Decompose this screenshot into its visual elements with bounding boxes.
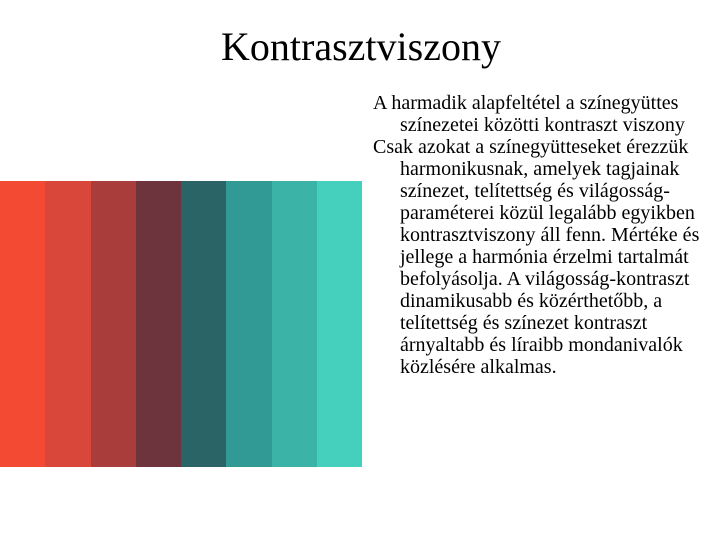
paragraph-2: Csak azokat a színegyütteseket érezzük harmonikusnak, amelyek tagjainak színezet, telítettség és világosság-paraméterei közül legalább egyikben kontrasztviszony áll fenn. Mértéke és jellege a harmónia érzelmi tartalmát befolyásolja. A világosság-kontraszt dinamikusabb és közérthetőbb, a telítettség és színezet kontraszt árnyaltabb és líraibb mondanivalók közlésére alkalmas. [373, 136, 700, 378]
color-swatch-4 [136, 181, 181, 467]
paragraph-1: A harmadik alapfeltétel a színegyüttes színezetei közötti kontraszt viszony [373, 92, 685, 136]
color-swatch-8 [317, 181, 362, 467]
color-swatch-1 [0, 181, 45, 467]
color-swatch-6 [226, 181, 271, 467]
slide-body [373, 92, 713, 378]
color-swatch-2 [45, 181, 90, 467]
color-swatch-3 [91, 181, 136, 467]
color-swatch-strip [0, 181, 362, 467]
color-swatch-5 [181, 181, 226, 467]
slide-title: Kontrasztviszony [221, 24, 501, 69]
color-swatch-7 [272, 181, 317, 467]
